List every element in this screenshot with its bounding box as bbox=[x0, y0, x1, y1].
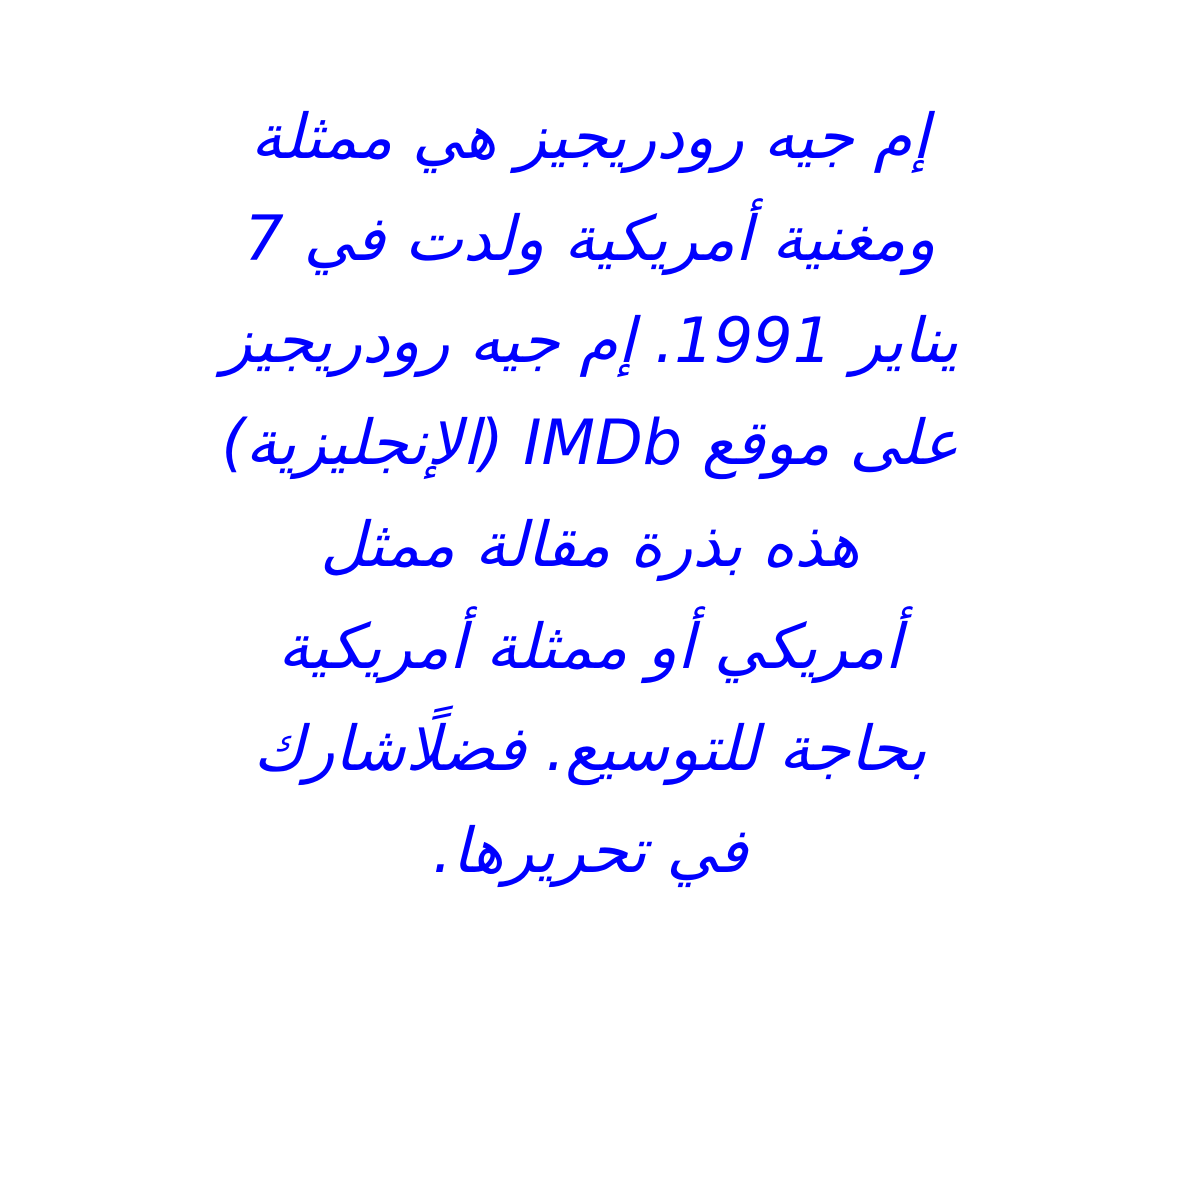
text-line: هذه بذرة مقالة ممثل bbox=[320, 508, 860, 581]
text-line: بحاجة للتوسيع. فضلًاشارك bbox=[253, 712, 927, 785]
text-line: أمريكي أو ممثلة أمريكية bbox=[278, 610, 902, 683]
text-line: ومغنية أمريكية ولدت في 7 bbox=[244, 202, 936, 275]
text-line: يناير 1991. إم جيه رودريجيز bbox=[221, 304, 959, 377]
text-line: على موقع IMDb (الإنجليزية) bbox=[221, 406, 959, 479]
text-line: في تحريرها. bbox=[432, 814, 748, 887]
text-line: إم جيه رودريجيز هي ممثلة bbox=[250, 100, 930, 173]
article-stub-text bbox=[90, 86, 1090, 902]
